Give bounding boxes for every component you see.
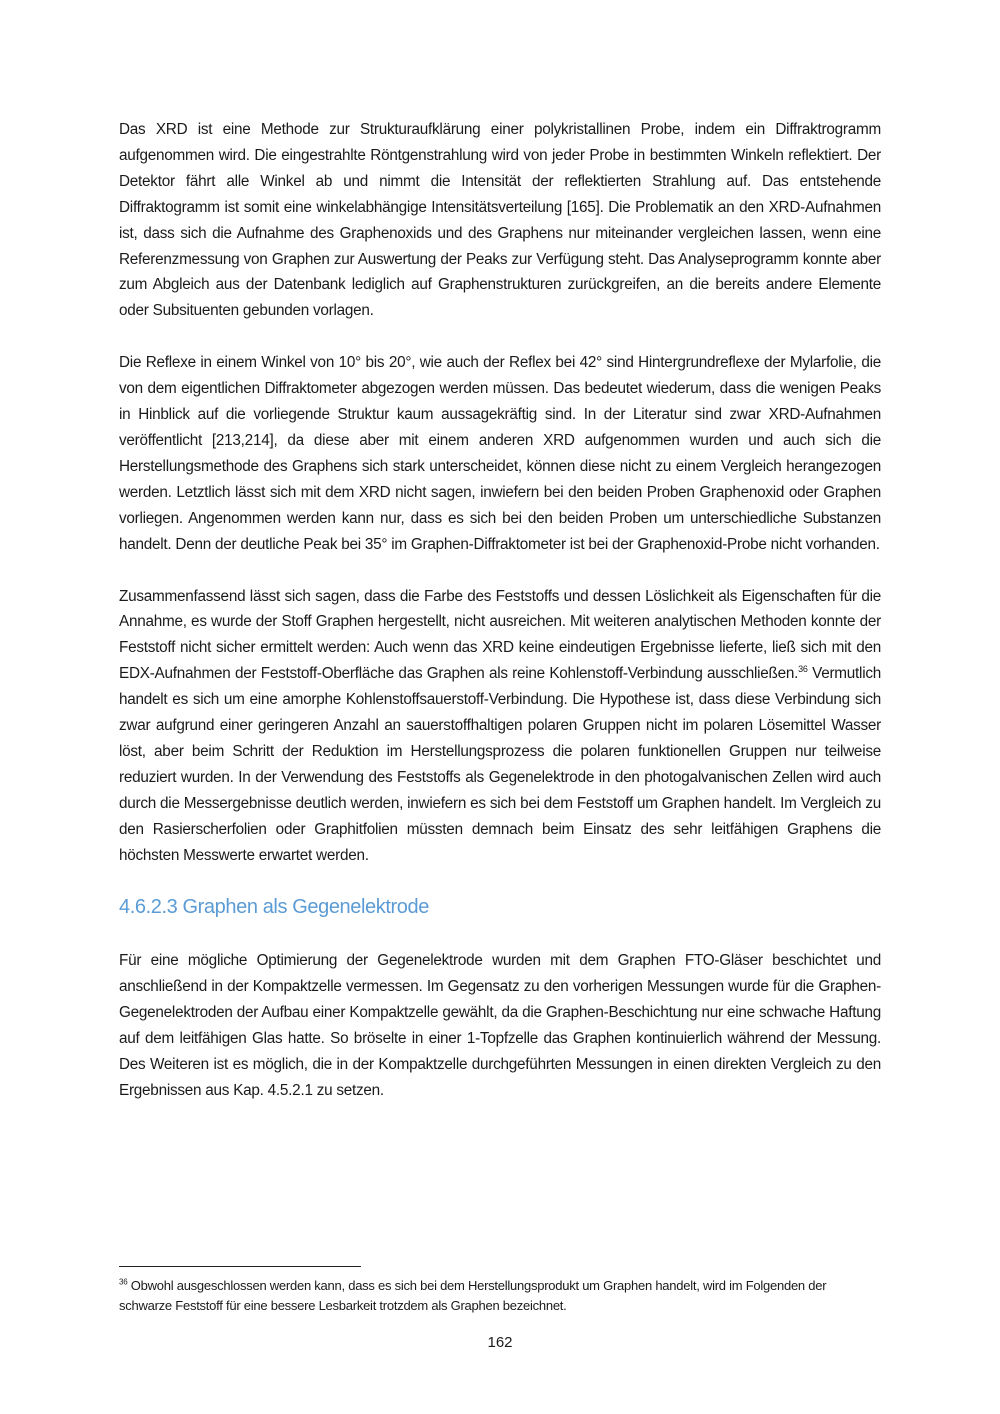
summary-text-part2: Vermutlich handelt es sich um eine amorphe Kohlenstoffsauerstoff-Verbindung. Die Hypothese ist, dass diese Verbindung sich zwar aufgrund einer geringeren Anzahl an sauerstoffhaltigen polaren Gruppen nicht im polaren Lösemittel Wasser löst, aber beim Schritt der Reduktion im Herstellungsprozess die polaren funktionellen Gruppen nur teilweise reduziert wurden. In der Verwendung des Feststoffs als Gegenelektrode in den photogalvanischen Zellen wird auch durch die Messergebnisse deutlich werden, inwiefern es sich bei dem Feststoff um Graphen handelt. Im Vergleich zu den Rasierscherfolien oder Graphitfolien müssten demnach beim Einsatz des sehr leitfähigen Graphens die höchsten Messwerte erwartet werden.	[119, 665, 881, 864]
paragraph-xrd-method: Das XRD ist eine Methode zur Strukturaufklärung einer polykristallinen Probe, indem ein Diffraktrogramm aufgenommen wird. Die eingestrahlte Röntgenstrahlung wird von jeder Probe in bestimmten Winkeln reflektiert. Der Detektor fährt alle Winkel ab und nimmt die Intensität der reflektierten Strahlung auf. Das entstehende Diffraktogramm ist somit eine winkelabhängige Intensitätsverteilung [165]. Die Problematik an den XRD-Aufnahmen ist, dass sich die Aufnahme des Graphenoxids und des Graphens nur miteinander vergleichen lassen, wenn eine Referenzmessung von Graphen zur Auswertung der Peaks zur Verfügung steht. Das Analyseprogramm konnte aber zum Abgleich aus der Datenbank lediglich auf Graphenstrukturen zurückgreifen, an die bereits andere Elemente oder Subsituenten gebunden vorlagen.	[119, 121, 881, 320]
footnote	[119, 1276, 881, 1316]
page-body	[119, 117, 881, 1130]
page-number: 162	[487, 1334, 513, 1351]
footnote-text: Obwohl ausgeschlossen werden kann, dass es sich bei dem Herstellungsprodukt um Graphen handelt, wird im Folgenden der schwarze Feststoff für eine bessere Lesbarkeit trotzdem als Graphen bezeichnet.	[119, 1278, 827, 1313]
summary-text-part1: Zusammenfassend lässt sich sagen, dass die Farbe des Feststoffs und dessen Löslichkeit als Eigenschaften für die Annahme, es wurde der Stoff Graphen hergestellt, nicht ausreichen. Mit weiteren analytischen Methoden konnte der Feststoff nicht sicher ermittelt werden: Auch wenn das XRD keine eindeutigen Ergebnisse lieferte, ließ sich mit den EDX-Aufnahmen der Feststoff-Oberfläche das Graphen als reine Kohlenstoff-Verbindung ausschließen.	[119, 587, 881, 683]
footnote-divider	[119, 1266, 361, 1267]
paragraph-reflexes: Die Reflexe in einem Winkel von 10° bis 20°, wie auch der Reflex bei 42° sind Hintergrundreflexe der Mylarfolie, die von dem eigentlichen Diffraktometer abgezogen werden müssen. Das bedeutet wiederum, dass die wenigen Peaks in Hinblick auf die vorliegende Struktur kaum aussagekräftig sind. In der Literatur sind zwar XRD-Aufnahmen veröffentlicht [213,214], da diese aber mit einem anderen XRD aufgenommen wurden und auch sich die Herstellungsmethode des Graphens sich stark unterscheidet, können diese nicht zu einem Vergleich herangezogen werden. Letztlich lässt sich mit dem XRD nicht sagen, inwiefern bei den beiden Proben Graphenoxid oder Graphen vorliegen. Angenommen werden kann nur, dass es sich bei den beiden Proben um unterschiedliche Substanzen handelt. Denn der deutliche Peak bei 35° im Graphen-Diffraktometer ist bei der Graphenoxid-Probe nicht vorhanden.	[119, 354, 881, 553]
footnote-number: 36	[119, 1277, 128, 1287]
footnote-reference[interactable]: 36	[798, 664, 808, 675]
paragraph-summary	[119, 584, 881, 869]
paragraph-counter-electrode: Für eine mögliche Optimierung der Gegenelektrode wurden mit dem Graphen FTO-Gläser beschichtet und anschließend in der Kompaktzelle vermessen. Im Gegensatz zu den vorherigen Messungen wurde für die Graphen-Gegenelektroden der Aufbau einer Kompaktzelle gewählt, da die Graphen-Beschichtung nur eine schwache Haftung auf dem leitfähigen Glas hatte. So bröselte in einer 1-Topfzelle das Graphen kontinuierlich während der Messung. Des Weiteren ist es möglich, die in der Kompaktzelle durchgeführten Messungen in einen direkten Vergleich zu den Ergebnissen aus Kap. 4.5.2.1 zu setzen.	[119, 952, 881, 1099]
section-heading: 4.6.2.3 Graphen als Gegenelektrode	[119, 896, 429, 919]
